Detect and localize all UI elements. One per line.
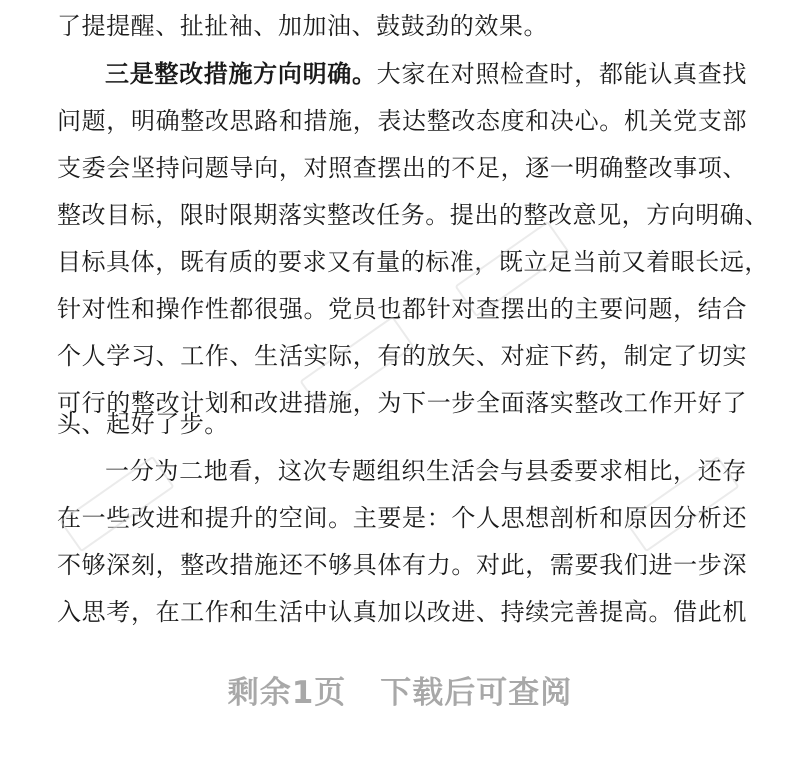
text-line-11: 一分为二地看，这次专题组织生活会与县委要求相比，还存 — [105, 457, 747, 485]
download-hint-label: 下载后可查阅 — [380, 675, 573, 711]
text-line-3: 问题，明确整改思路和措施，表达整改态度和决心。机关党支部 — [57, 107, 747, 135]
text-line-10: 头、起好了步。 — [57, 410, 229, 438]
text-line-4: 支委会坚持问题导向，对照查摆出的不足，逐一明确整改事项、 — [57, 154, 747, 182]
text-line-14: 入思考，在工作和生活中认真加以改进、持续完善提高。借此机 — [57, 598, 747, 626]
text-line-9: 可行的整改计划和改进措施，为下一步全面落实整改工作开好了 — [57, 389, 747, 417]
remaining-pages-label: 剩余1页 — [227, 675, 347, 711]
text-line-13: 不够深刻，整改措施还不够具体有力。对此，需要我们进一步深 — [57, 551, 747, 579]
paragraph-lead-text: 大家在对照检查时，都能认真查找 — [376, 60, 747, 88]
text-line-7: 针对性和操作性都很强。党员也都针对查摆出的主要问题，结合 — [57, 295, 747, 323]
download-prompt[interactable] — [0, 668, 800, 718]
paragraph-heading: 三是整改措施方向明确。 — [105, 59, 377, 88]
text-line-6: 目标具体，既有质的要求又有量的标准，既立足当前又着眼长远， — [57, 248, 769, 276]
text-line-8: 个人学习、工作、生活实际，有的放矢、对症下药，制定了切实 — [57, 342, 747, 370]
text-line-12: 在一些改进和提升的空间。主要是：个人思想剖析和原因分析还 — [57, 504, 747, 532]
text-line-5: 整改目标，限时限期落实整改任务。提出的整改意见，方向明确、 — [57, 201, 769, 229]
text-line-2 — [105, 51, 747, 97]
text-line-1: 了提提醒、扯扯袖、加加油、鼓鼓劲的效果。 — [57, 12, 548, 40]
